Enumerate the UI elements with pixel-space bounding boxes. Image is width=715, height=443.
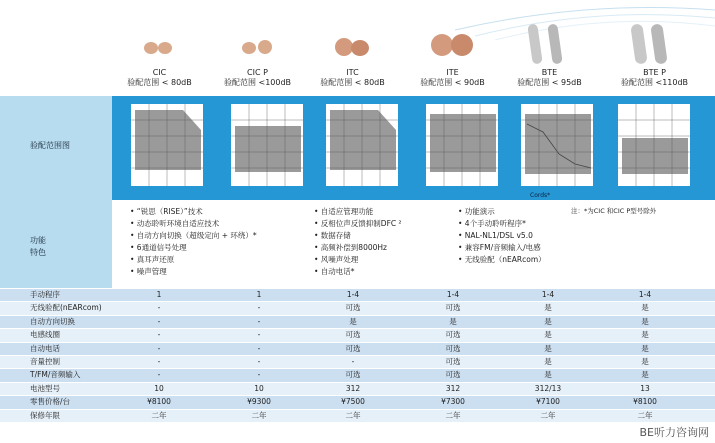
product-itc [305, 18, 400, 88]
features-note: 注：*为CIC 和CIC P型号除外 [571, 207, 657, 215]
table-row [0, 301, 715, 314]
product-name: BTE [541, 68, 558, 77]
cell: - [157, 316, 161, 326]
cell: 10 [254, 383, 264, 393]
table-row [0, 355, 715, 368]
cell: 二年 [445, 410, 461, 420]
feature-item: • NAL-NL1/DSL v5.0 [458, 231, 533, 240]
feature-item: • 自动方向切换（超级定向 + 环绕）* [130, 231, 257, 240]
cell: 是 [349, 316, 357, 326]
cell: 可选 [445, 330, 461, 340]
row-label: 零售价格/台 [30, 397, 71, 407]
cell: 可选 [345, 370, 361, 380]
product-range: 验配范围 <110dB [620, 78, 689, 87]
cell: ¥7300 [441, 397, 465, 407]
cords-label: Cords* [530, 192, 551, 199]
product-bte-p [607, 18, 702, 88]
cell: 可选 [445, 343, 461, 353]
row-label: 电感线圈 [30, 330, 60, 340]
product-range: 验配范围 < 80dB [320, 78, 385, 87]
cell: 1-4 [541, 290, 555, 299]
product-name: ITC [346, 68, 359, 77]
features-label-cell [0, 200, 112, 288]
cell: - [257, 316, 261, 326]
cell: - [257, 343, 261, 353]
cell: 是 [641, 330, 649, 340]
bte-hearing-aid-image [502, 18, 597, 68]
audiogram-itc [318, 100, 400, 190]
product-name: ITE [446, 68, 459, 77]
cell: ¥9300 [247, 397, 271, 407]
product-ite [405, 18, 500, 88]
audiogram-bte-p [610, 100, 692, 190]
cell: - [257, 370, 261, 380]
cell: 312/13 [534, 383, 562, 393]
cell: 可选 [445, 370, 461, 380]
spec-table [0, 288, 715, 422]
feature-item: • 真耳声还原 [130, 255, 175, 264]
row-label: 音量控制 [30, 356, 60, 366]
feature-item: • 兼容FM/音频输入/电感 [458, 243, 541, 252]
cell: - [351, 356, 355, 366]
cell: 可选 [345, 330, 361, 340]
cell: ¥7500 [341, 397, 365, 407]
cell: - [257, 330, 261, 340]
feature-item: • 功能演示 [458, 207, 495, 216]
row-label: 自动方向切换 [30, 316, 75, 326]
product-bte [502, 18, 597, 88]
ite-hearing-aid-image [405, 18, 500, 68]
table-row [0, 368, 715, 381]
product-cic-p [210, 18, 305, 88]
cell: 312 [445, 383, 461, 393]
feature-item: • “锐思（RISE）”技术 [130, 207, 203, 216]
product-cic [112, 18, 207, 88]
feature-item: • 自适应管理功能 [314, 207, 374, 216]
cell: 是 [544, 316, 552, 326]
cell: 是 [544, 303, 552, 313]
cell: 是 [641, 370, 649, 380]
feature-item: • 高频补偿到8000Hz [314, 243, 387, 252]
table-row [0, 328, 715, 341]
cell: 可选 [345, 343, 361, 353]
bte-p-hearing-aid-image [607, 18, 702, 68]
cell: - [157, 330, 161, 340]
cell: 是 [449, 316, 457, 326]
table-row [0, 288, 715, 301]
cell: 1 [156, 290, 162, 299]
cell: 是 [641, 356, 649, 366]
cell: 13 [640, 383, 650, 393]
feature-item: • 噪声管理 [130, 267, 167, 276]
cell: ¥8100 [633, 397, 657, 407]
product-range: 验配范围 < 80dB [127, 78, 192, 87]
row-label: 手动程序 [30, 290, 60, 299]
product-name: CIC [152, 68, 167, 77]
cell: - [157, 370, 161, 380]
cell: ¥7100 [536, 397, 560, 407]
feature-item: • 动态聆听环境自适应技术 [130, 219, 220, 228]
cell: ¥8100 [147, 397, 171, 407]
cell: 二年 [540, 410, 556, 420]
cell: 可选 [345, 303, 361, 313]
row-label: T/FM/音频输入 [30, 370, 81, 380]
feature-item: • 无线验配（nEARcom） [458, 255, 546, 264]
cell: 1-4 [638, 290, 652, 299]
feature-item: • 自动电话* [314, 267, 355, 276]
cell: 312 [345, 383, 361, 393]
cell: 可选 [445, 303, 461, 313]
cell: 是 [544, 370, 552, 380]
audiogram-ite [418, 100, 500, 190]
product-range: 验配范围 < 90dB [420, 78, 485, 87]
cell: 可选 [445, 356, 461, 366]
cell: 1-4 [346, 290, 360, 299]
table-row [0, 342, 715, 355]
cell: - [257, 303, 261, 313]
cell: 二年 [637, 410, 653, 420]
table-row [0, 315, 715, 328]
feature-item: • 4个手动聆听程序* [458, 219, 526, 228]
row-label: 电池型号 [30, 383, 60, 393]
cell: 10 [154, 383, 164, 393]
product-name: CIC P [247, 68, 268, 77]
audiogram-cic [123, 100, 205, 190]
cell: 是 [544, 330, 552, 340]
cell: 是 [544, 343, 552, 353]
product-range: 验配范围 <100dB [223, 78, 292, 87]
row-label: 自动电话 [30, 343, 60, 353]
feature-item: • 数据存储 [314, 231, 351, 240]
itc-hearing-aid-image [305, 18, 400, 68]
site-watermark: BE听力咨询网 [639, 426, 709, 439]
cell: 1-4 [446, 290, 460, 299]
table-row [0, 395, 715, 408]
cic-p-hearing-aid-image [210, 18, 305, 68]
cell: 二年 [151, 410, 167, 420]
features-column-2 [314, 206, 402, 278]
table-row [0, 409, 715, 422]
cell: 是 [641, 343, 649, 353]
cell: - [157, 343, 161, 353]
cell: - [157, 303, 161, 313]
cell: 是 [641, 303, 649, 313]
fitting-range-label: 验配范围图 [30, 141, 70, 150]
cell: - [257, 356, 261, 366]
cic-hearing-aid-image [112, 18, 207, 68]
cell: - [157, 356, 161, 366]
features-label: 功能 特色 [30, 236, 46, 257]
features-column-1 [130, 206, 257, 278]
feature-item: • 风噪声处理 [314, 255, 359, 264]
row-label: 无线验配(nEARcom) [30, 303, 102, 313]
product-range: 验配范围 < 95dB [517, 78, 582, 87]
cell: 二年 [251, 410, 267, 420]
feature-item: • 6通道信号处理 [130, 243, 187, 252]
row-label: 保修年限 [30, 410, 60, 420]
cell: 二年 [345, 410, 361, 420]
table-row [0, 382, 715, 395]
cell: 1 [256, 290, 262, 299]
cell: 是 [641, 316, 649, 326]
features-column-3 [458, 206, 546, 266]
product-name: BTE P [643, 68, 666, 77]
feature-item: • 反相位声反馈抑制DFC ² [314, 219, 402, 228]
audiogram-cic-p [223, 100, 305, 190]
audiogram-bte [513, 100, 595, 190]
cell: 是 [544, 356, 552, 366]
